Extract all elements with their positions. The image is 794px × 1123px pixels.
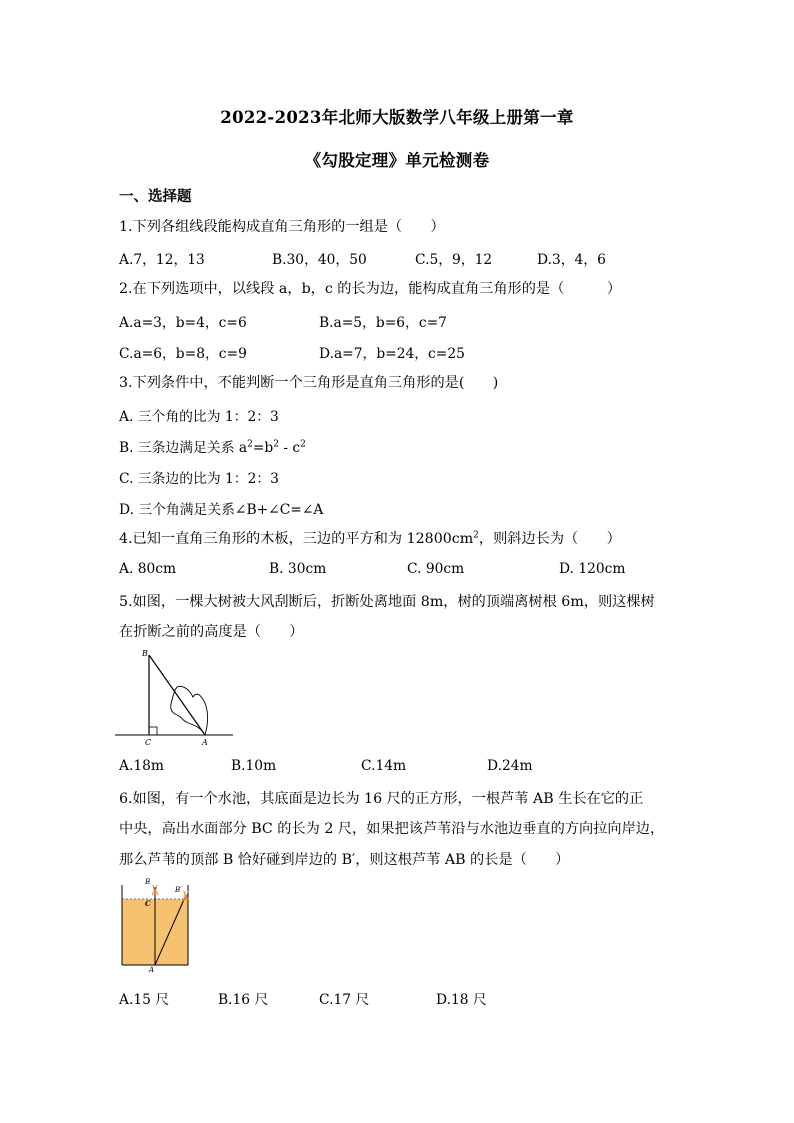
q6-option-a: A.15 尺	[119, 992, 170, 1008]
q6-option-c: C.17 尺	[319, 992, 370, 1008]
q1-option-a: A.7，12，13	[119, 252, 205, 268]
q3-option-c: C. 三条边的比为 1：2：3	[119, 471, 279, 487]
q6-option-d: D.18 尺	[436, 992, 487, 1008]
q3-option-d: D. 三个角满足关系∠B+∠C=∠A	[119, 502, 324, 518]
q3-option-a: A. 三个角的比为 1：2：3	[119, 409, 279, 425]
q2-option-c: C.a=6，b=8，c=9	[119, 346, 247, 362]
question-5-stem-line1: 5.如图，一棵大树被大风刮断后，折断处离地面 8m，树的顶端离树根 6m，则这棵树	[119, 594, 655, 610]
q4-stem-sup: 2	[473, 530, 479, 541]
question-3-stem: 3.下列条件中，不能判断一个三角形是直角三角形的是( )	[119, 375, 499, 391]
q5-option-a: A.18m	[119, 758, 164, 774]
label-a: A	[149, 966, 155, 974]
label-b: B	[145, 878, 151, 886]
question-6-stem-line2: 中央，高出水面部分 BC 的长为 2 尺，如果把该芦苇沿与水池边垂直的方向拉向岸边，	[119, 821, 665, 837]
q3-option-b-text-3: - c	[278, 440, 301, 456]
question-6-stem-line1: 6.如图，有一个水池，其底面是边长为 16 尺的正方形，一根芦苇 AB 生长在它的正	[119, 791, 644, 807]
q2-option-b: B.a=5，b=6，c=7	[319, 315, 447, 331]
q3-option-b-text-2: =b	[252, 440, 274, 456]
q5-option-b: B.10m	[231, 758, 277, 774]
q4-stem-post: ，则斜边长为（ ）	[478, 531, 621, 547]
q5-option-c: C.14m	[361, 758, 407, 774]
pool-reed-figure	[116, 875, 196, 975]
label-c: C	[145, 899, 151, 908]
q2-option-d: D.a=7，b=24，c=25	[319, 346, 465, 362]
q3-option-b-text: B. 三条边满足关系 a	[119, 440, 248, 456]
broken-part-ba	[149, 655, 205, 735]
q2-option-a: A.a=3，b=4，c=6	[119, 315, 247, 331]
q3-option-b-sup-3: 2	[300, 439, 306, 450]
question-6-stem-line3: 那么芦苇的顶部 B 恰好碰到岸边的 B′，则这根芦苇 AB 的长是（ ）	[119, 852, 570, 868]
question-1-stem: 1.下列各组线段能构成直角三角形的一组是（ ）	[119, 219, 445, 235]
question-2-stem: 2.在下列选项中，以线段 a，b，c 的长为边，能构成直角三角形的是（ ）	[119, 281, 622, 297]
q4-option-b: B. 30cm	[269, 561, 327, 577]
question-5-stem-line2: 在折断之前的高度是（ ）	[119, 624, 304, 640]
label-c: C	[145, 738, 152, 747]
q1-option-b: B.30，40，50	[272, 252, 367, 268]
q1-option-d: D.3，4，6	[537, 252, 606, 268]
section-heading: 一、选择题	[119, 188, 192, 205]
q6-option-b: B.16 尺	[218, 992, 269, 1008]
q1-option-c: C.5，9，12	[415, 252, 493, 268]
broken-tree-figure	[115, 645, 235, 747]
exam-subtitle: 《勾股定理》单元检测卷	[304, 151, 490, 170]
q4-option-c: C. 90cm	[407, 561, 465, 577]
exam-title: 2022-2023年北师大版数学八年级上册第一章	[220, 108, 574, 127]
q4-option-d: D. 120cm	[559, 561, 626, 577]
q5-option-d: D.24m	[487, 758, 533, 774]
label-a: A	[202, 738, 208, 747]
q4-option-a: A. 80cm	[119, 561, 177, 577]
question-4-stem	[119, 528, 621, 548]
label-b-prime: B′	[175, 886, 182, 894]
q4-stem-pre: 4.已知一直角三角形的木板，三边的平方和为 12800cm	[119, 531, 474, 547]
label-b: B	[142, 649, 148, 658]
q3-option-b-sup-1: 2	[247, 439, 253, 450]
right-angle-mark	[149, 727, 157, 735]
q3-option-b	[119, 436, 306, 456]
q3-option-b-sup-2: 2	[273, 439, 279, 450]
